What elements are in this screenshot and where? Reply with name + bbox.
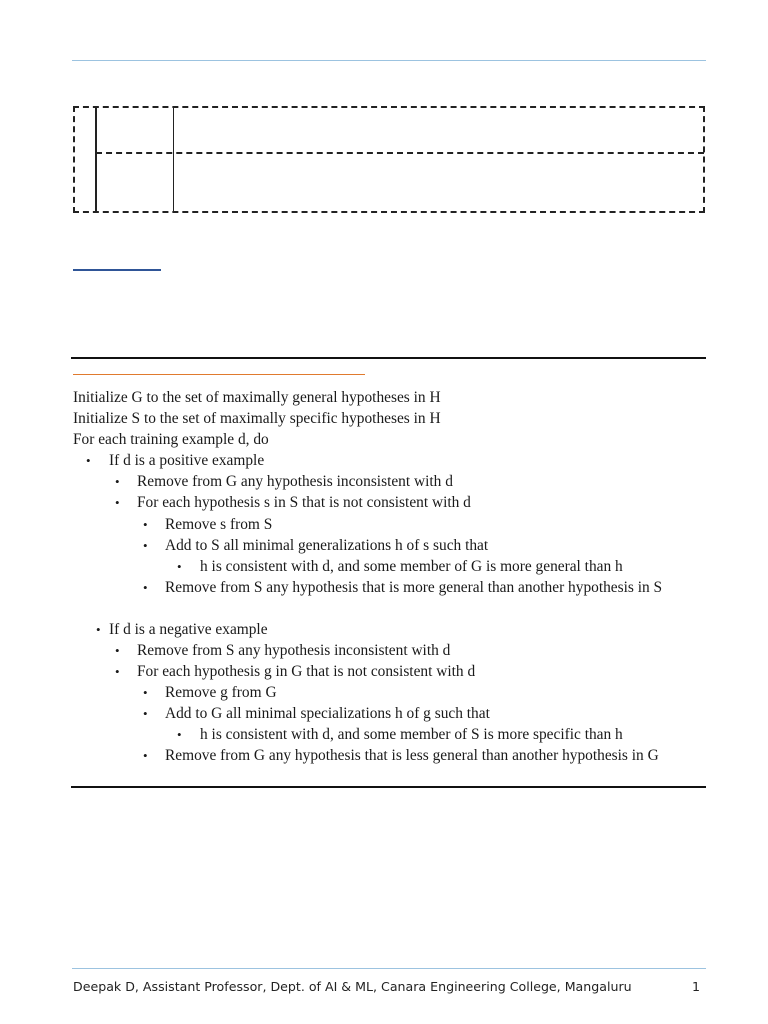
algorithm-step: Remove from G any hypothesis that is less general than another hypothesis in G [165,747,659,764]
algorithm-step: h is consistent with d, and some member of S is more specific than h [200,726,623,743]
algorithm-top-rule [71,357,706,359]
algorithm-line: Initialize G to the set of maximally general hypotheses in H [73,389,441,406]
algorithm-step: For each hypothesis g in G that is not consistent with d [137,663,476,680]
algorithm-step: For each hypothesis s in S that is not consistent with d [137,494,471,511]
bullet-icon: • [177,559,182,574]
bullet-icon: • [143,748,148,763]
page-number: 1 [692,979,701,994]
negative-case-label: If d is a negative example [109,621,268,638]
bullet-icon: • [143,538,148,553]
bullet-icon: • [96,622,101,637]
table-column-divider [95,107,97,212]
table-row-divider [96,152,704,154]
algorithm-title-rule [73,374,365,375]
algorithm-step: Remove g from G [165,684,277,701]
heading-underline [73,269,161,271]
algorithm-step: Remove from G any hypothesis inconsistent with d [137,473,453,490]
algorithm-line: Initialize S to the set of maximally specific hypotheses in H [73,410,441,427]
bullet-icon: • [115,474,120,489]
bullet-icon: • [143,685,148,700]
algorithm-step: Add to G all minimal specializations h of g such that [165,705,490,722]
bullet-icon: • [143,517,148,532]
algorithm-step: Remove from S any hypothesis inconsistent with d [137,642,451,659]
bullet-icon: • [177,727,182,742]
header-rule [72,60,706,61]
footer-rule [72,968,706,969]
bullet-icon: • [115,643,120,658]
algorithm-line: For each training example d, do [73,431,269,448]
bullet-icon: • [86,453,91,468]
empty-table-frame [73,106,705,213]
algorithm-step: Remove s from S [165,516,273,533]
algorithm-bottom-rule [71,786,706,788]
bullet-icon: • [143,580,148,595]
algorithm-step: h is consistent with d, and some member of G is more general than h [200,558,623,575]
bullet-icon: • [115,664,120,679]
table-column-divider [173,107,174,212]
positive-case-label: If d is a positive example [109,452,265,469]
bullet-icon: • [115,495,120,510]
algorithm-step: Add to S all minimal generalizations h of s such that [165,537,489,554]
bullet-icon: • [143,706,148,721]
footer-author: Deepak D, Assistant Professor, Dept. of AI & ML, Canara Engineering College, Mangaluru [73,979,632,994]
algorithm-step: Remove from S any hypothesis that is more general than another hypothesis in S [165,579,663,596]
